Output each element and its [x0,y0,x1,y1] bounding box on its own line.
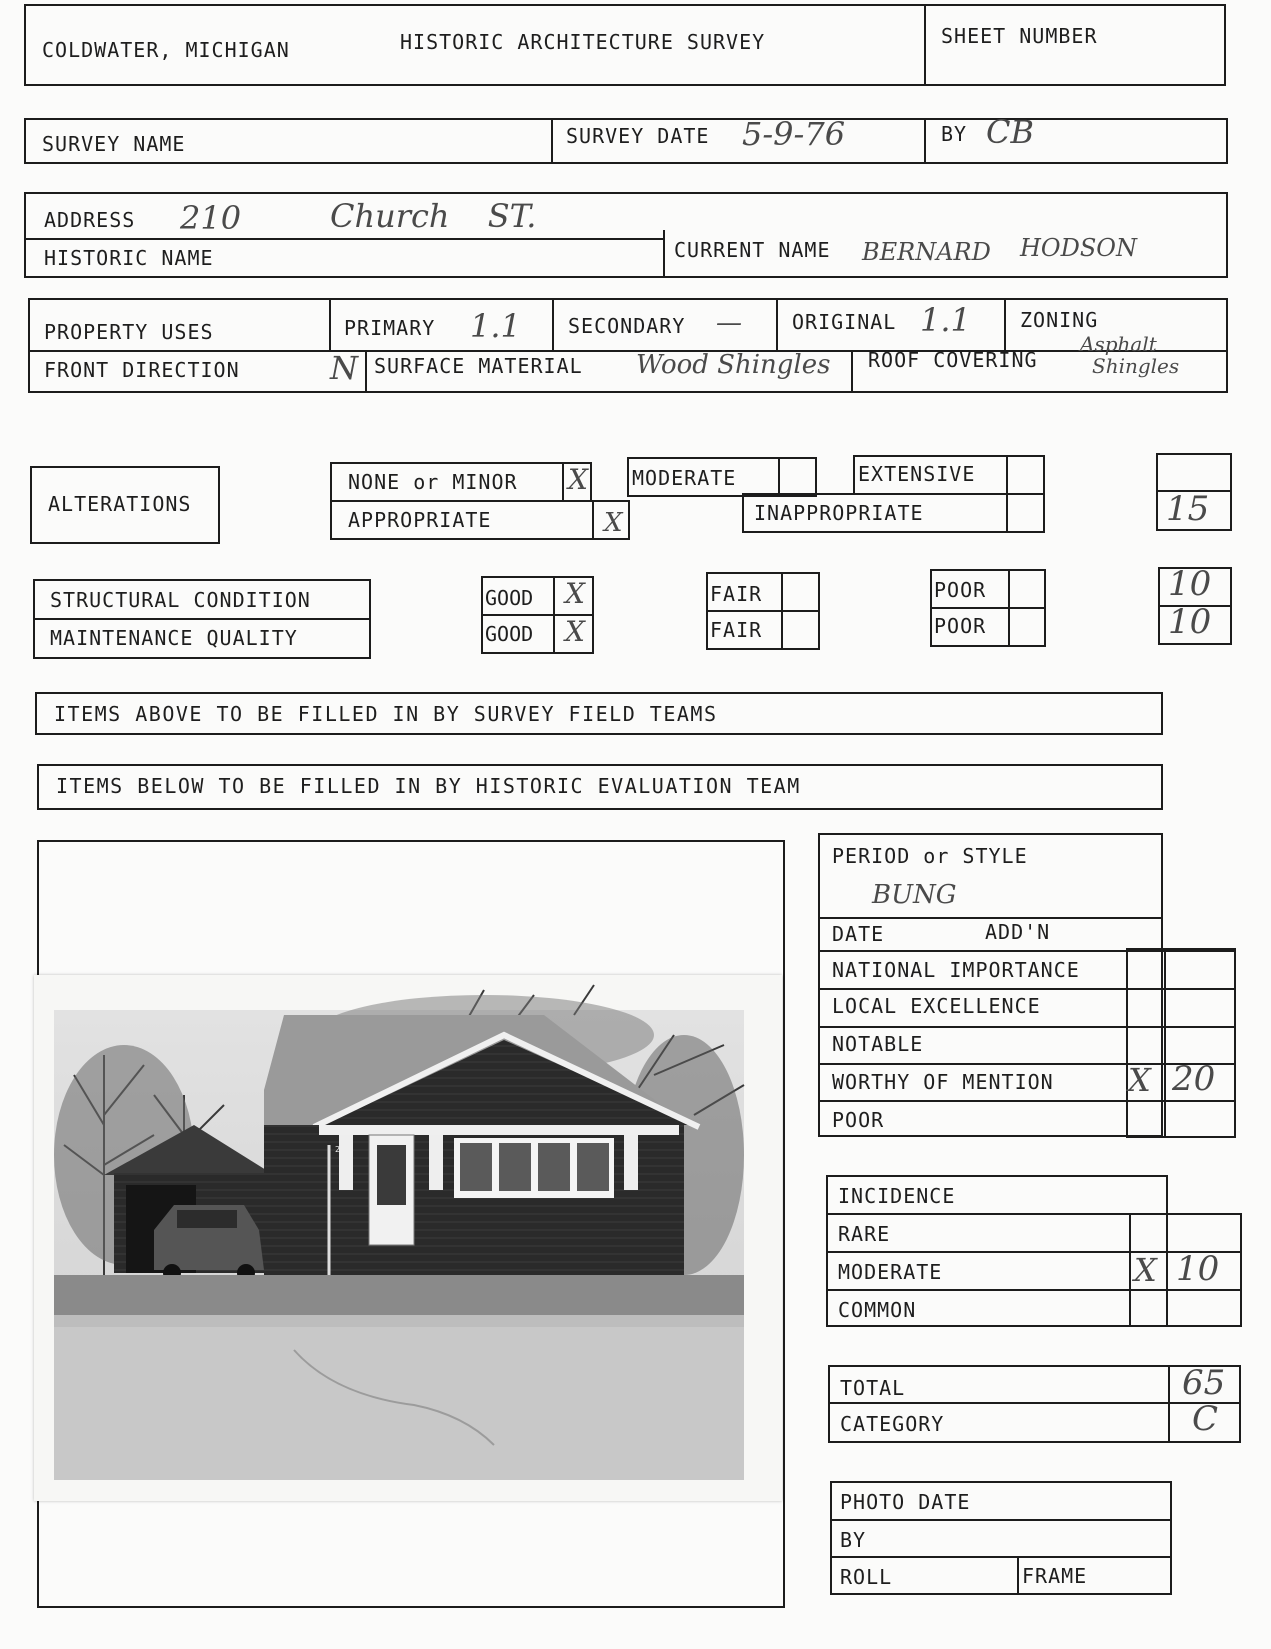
survey-name-label: SURVEY NAME [42,132,186,156]
moderate-label: MODERATE [632,466,737,490]
historic-name-label: HISTORIC NAME [44,246,214,270]
address-street: Church ST. [330,197,537,235]
maintenance-quality-label: MAINTENANCE QUALITY [50,626,298,650]
items-below-note: ITEMS BELOW TO BE FILLED IN BY HISTORIC EVALUATION TEAM [56,774,801,798]
none-minor-checkbox-line [562,462,564,502]
totals-value-col [1168,1365,1170,1443]
property-divider-6 [851,350,853,393]
rare-label: RARE [838,1222,891,1246]
inc-line-3 [826,1289,1241,1291]
total-label: TOTAL [840,1376,906,1400]
roll-label: ROLL [840,1565,893,1589]
survey-title: HISTORIC ARCHITECTURE SURVEY [400,30,766,54]
good-checkbox-line [553,576,555,654]
lawn [54,1275,744,1315]
moderate-checkbox-line [778,457,780,497]
inappropriate-label: INAPPROPRIATE [754,501,924,525]
common-label: COMMON [838,1298,917,1322]
primary-value: 1.1 [470,307,521,345]
porch-column-right [624,1135,638,1190]
eval-top-ext [1126,948,1235,950]
inc-mark-col [1129,1213,1131,1327]
porch-column-mid [429,1135,443,1190]
eval-date-value: ADD'N [985,920,1051,944]
current-name-last: HODSON [1020,234,1137,262]
current-name-label: CURRENT NAME [674,238,831,262]
eval-line-6 [818,1100,1235,1102]
address-row-line [24,238,665,240]
property-divider-5 [365,350,367,393]
inappropriate-checkbox-line [1006,493,1008,533]
maintenance-good-mark: X [565,615,585,648]
good-label-maintenance: GOOD [485,622,534,646]
current-name-divider [663,230,665,278]
frame-label: FRAME [1022,1564,1088,1588]
none-minor-mark: X [568,463,588,496]
window-pane-1 [460,1143,492,1191]
fair-label-maintenance: FAIR [710,618,763,642]
inc-right-edge [1240,1213,1242,1327]
appropriate-checkbox-line [592,500,594,540]
poor-checkbox-line [1008,569,1010,647]
eval-mark-col [1126,948,1128,1138]
house-photo [34,975,782,1501]
eval-line-4 [818,1026,1235,1028]
worthy-of-mention-label: WORTHY OF MENTION [832,1070,1054,1094]
category-value: C [1192,1399,1219,1439]
photo-info-line-2 [830,1556,1172,1558]
fair-label-structural: FAIR [710,582,763,606]
photo-date-label: PHOTO DATE [840,1490,971,1514]
house-photo-svg [34,975,782,1501]
sidewalk [54,1315,744,1327]
roof-covering-label: ROOF COVERING [868,348,1038,372]
front-direction-label: FRONT DIRECTION [44,358,240,382]
worthy-mark: X [1128,1061,1151,1099]
totals-row-line [828,1402,1241,1404]
sheet-number-label: SHEET NUMBER [941,24,1098,48]
fair-row-line [706,610,820,612]
survey-divider-2 [924,118,926,164]
by-label: BY [941,122,968,146]
city-label: COLDWATER, MICHIGAN [42,38,290,62]
original-label: ORIGINAL [792,310,897,334]
photo-scene [54,985,744,1480]
property-row-line [28,350,1228,352]
window-pane-4 [577,1143,609,1191]
address-number: 210 [180,199,242,237]
incidence-moderate-score: 10 [1176,1249,1220,1289]
appropriate-mark: X [604,508,623,538]
notable-label: NOTABLE [832,1032,924,1056]
fair-checkbox-line [781,572,783,650]
property-divider-3 [776,298,778,350]
eval-score-col [1164,948,1166,1138]
surface-material-value: Wood Shingles [636,350,831,380]
good-label-structural: GOOD [485,586,534,610]
total-value: 65 [1182,1363,1226,1403]
window-pane-2 [499,1143,531,1191]
condition-row-line [33,618,371,620]
secondary-label: SECONDARY [568,314,686,338]
by-value: CB [986,113,1034,151]
front-direction-value: N [330,349,358,387]
photo-info-line-1 [830,1519,1172,1521]
survey-divider-1 [551,118,553,164]
property-divider-2 [552,298,554,350]
car-windshield [177,1210,237,1228]
house-number-sign: 210 [335,1145,354,1154]
none-minor-label: NONE or MINOR [348,470,518,494]
poor-label-structural: POOR [934,578,987,602]
incidence-moderate-label: MODERATE [838,1260,943,1284]
survey-date-label: SURVEY DATE [566,124,710,148]
inc-score-col [1166,1213,1168,1327]
poor-row-line [930,607,1046,609]
surface-material-label: SURFACE MATERIAL [374,354,583,378]
inc-line-1 [826,1213,1241,1215]
inc-line-4 [1166,1325,1241,1327]
structural-score: 10 [1168,564,1212,604]
survey-date-value: 5-9-76 [742,115,846,153]
property-divider-4 [1004,298,1006,350]
alterations-score: 15 [1166,489,1210,529]
worthy-score: 20 [1172,1059,1216,1099]
zoning-label: ZONING [1020,308,1099,332]
primary-label: PRIMARY [344,316,436,340]
current-name-first: BERNARD [862,238,991,266]
photo-info-frame-divider [1017,1556,1019,1595]
appropriate-label: APPROPRIATE [348,508,492,532]
alterations-label: ALTERATIONS [48,492,192,516]
eval-line-2 [818,950,1235,952]
eval-date-label: DATE [832,922,885,946]
structural-condition-label: STRUCTURAL CONDITION [50,588,311,612]
eval-line-3 [818,988,1235,990]
property-divider-1 [329,298,331,350]
structural-good-mark: X [565,577,585,610]
local-excellence-label: LOCAL EXCELLENCE [832,994,1041,1018]
maintenance-score: 10 [1168,602,1212,642]
door-window [377,1145,406,1205]
poor-label-maintenance: POOR [934,614,987,638]
photo-by-label: BY [840,1528,867,1552]
roof-covering-line1: Asphalt [1080,332,1157,356]
original-value: 1.1 [920,301,971,339]
secondary-value: — [716,308,742,338]
address-label: ADDRESS [44,208,136,232]
eval-poor-label: POOR [832,1108,885,1132]
items-above-note: ITEMS ABOVE TO BE FILLED IN BY SURVEY FIELD TEAMS [54,702,718,726]
porch-column-left [339,1135,353,1190]
category-label: CATEGORY [840,1412,945,1436]
eval-line-1 [818,917,1163,919]
period-style-label: PERIOD or STYLE [832,844,1028,868]
national-importance-label: NATIONAL IMPORTANCE [832,958,1080,982]
incidence-moderate-mark: X [1134,1251,1157,1289]
roof-covering-line2: Shingles [1092,354,1180,378]
window-pane-3 [538,1143,570,1191]
period-style-value: BUNG [872,880,957,910]
incidence-label: INCIDENCE [838,1184,956,1208]
extensive-checkbox-line [1006,455,1008,495]
header-divider [924,4,926,86]
eval-right-edge [1234,948,1236,1138]
extensive-label: EXTENSIVE [858,462,976,486]
property-uses-label: PROPERTY USES [44,320,214,344]
porch-beam [319,1125,679,1135]
eval-line-7 [1126,1136,1235,1138]
